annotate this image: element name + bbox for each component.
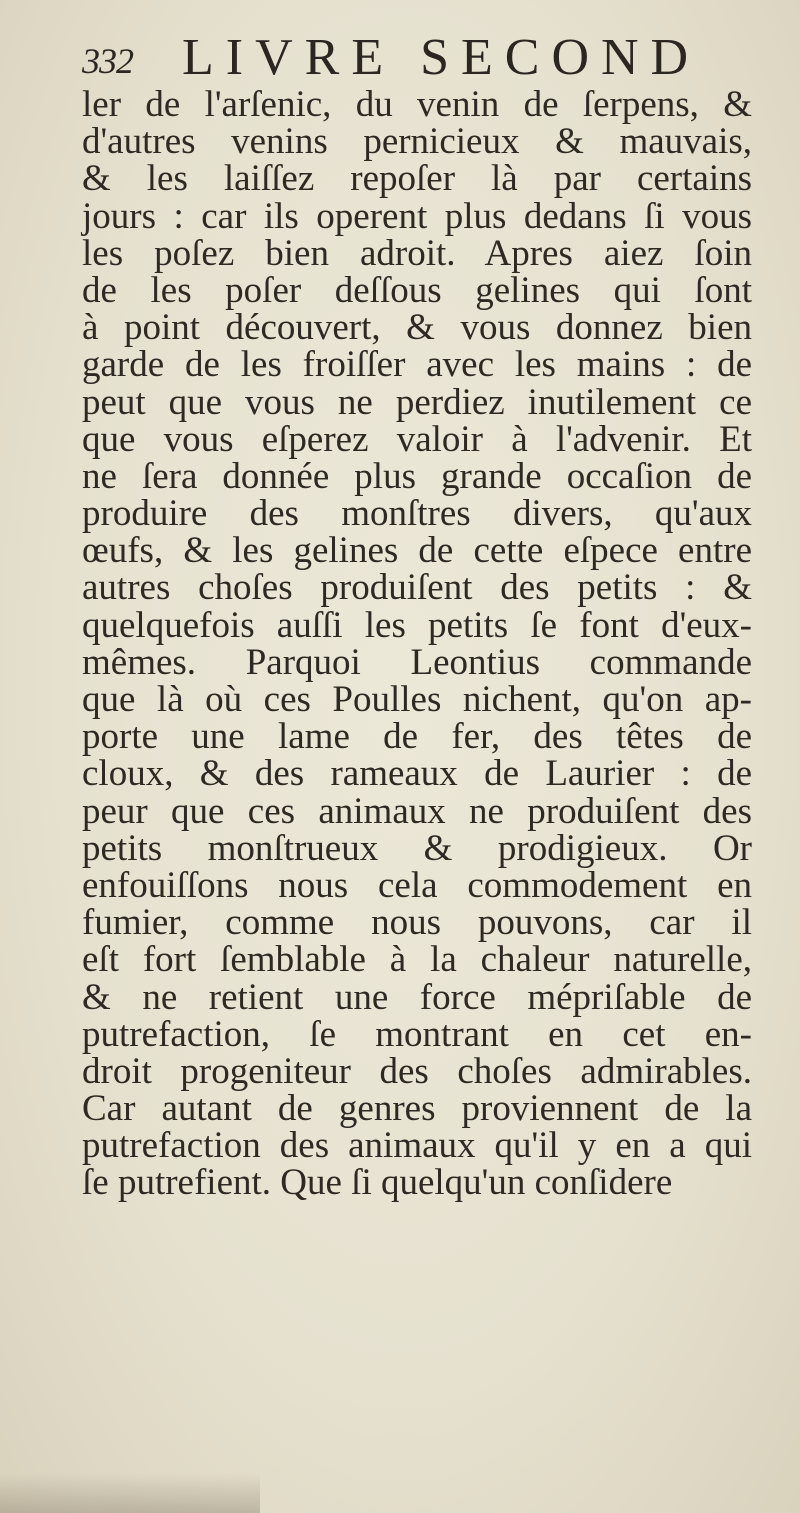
text-line: & ne retient une force mépriſable de [82, 976, 752, 1018]
text-line: porte une lame de fer, des têtes de [82, 716, 752, 758]
text-line: à point découvert, & vous donnez bien [82, 307, 752, 349]
text-line: mêmes. Parquoi Leontius commande [82, 641, 752, 683]
text-line: de les poſer deſſous gelines qui ſont [82, 269, 752, 311]
text-line: droit progeniteur des choſes admirables. [82, 1050, 752, 1092]
text-line: peut que vous ne perdiez inutilement ce [82, 381, 752, 423]
text-line: Car autant de genres proviennent de la [82, 1088, 752, 1130]
text-line: eſt fort ſemblable à la chaleur naturelle, [82, 939, 752, 981]
text-line: que vous eſperez valoir à l'advenir. Et [82, 418, 752, 460]
text-line: que là où ces Poulles nichent, qu'on ap- [82, 679, 752, 720]
running-head [82, 28, 722, 88]
text-line: ne ſera donnée plus grande occaſion de [82, 455, 752, 497]
text-line: putrefaction des animaux qu'il y en a qui [82, 1125, 752, 1167]
page-edge-shadow [0, 1473, 260, 1513]
text-line: enfouiſſons nous cela commodement en [82, 864, 752, 906]
body-text [82, 86, 752, 1202]
text-line: jours : car ils operent plus dedans ſi vous [82, 195, 752, 237]
text-line: quelquefois auſſi les petits ſe font d'eux- [82, 604, 752, 646]
text-line: cloux, & des rameaux de Laurier : de [82, 753, 752, 795]
text-line: garde de les froiſſer avec les mains : de [82, 344, 752, 386]
text-line: putrefaction, ſe montrant en cet en- [82, 1013, 752, 1055]
text-line: petits monſtrueux & prodigieux. Or [82, 827, 752, 869]
text-line: ſe putrefient. Que ſi quelqu'un conſidere [82, 1162, 673, 1204]
text-line: d'autres venins pernicieux & mauvais, [82, 121, 752, 163]
text-line: peur que ces animaux ne produiſent des [82, 790, 752, 832]
text-line: fumier, comme nous pouvons, car il [82, 902, 752, 944]
running-title: LIVRE SECOND [182, 29, 701, 86]
text-line: & les laiſſez repoſer là par certains [82, 158, 752, 200]
text-line: ler de l'arſenic, du venin de ſerpens, & [82, 84, 752, 125]
text-line: autres choſes produiſent des petits : & [82, 567, 752, 609]
text-line: les poſez bien adroit. Apres aiez ſoin [82, 232, 752, 274]
text-line: produire des monſtres divers, qu'aux [82, 493, 752, 535]
text-line: œufs, & les gelines de cette eſpece entre [82, 530, 752, 572]
page-number: 332 [82, 41, 133, 81]
